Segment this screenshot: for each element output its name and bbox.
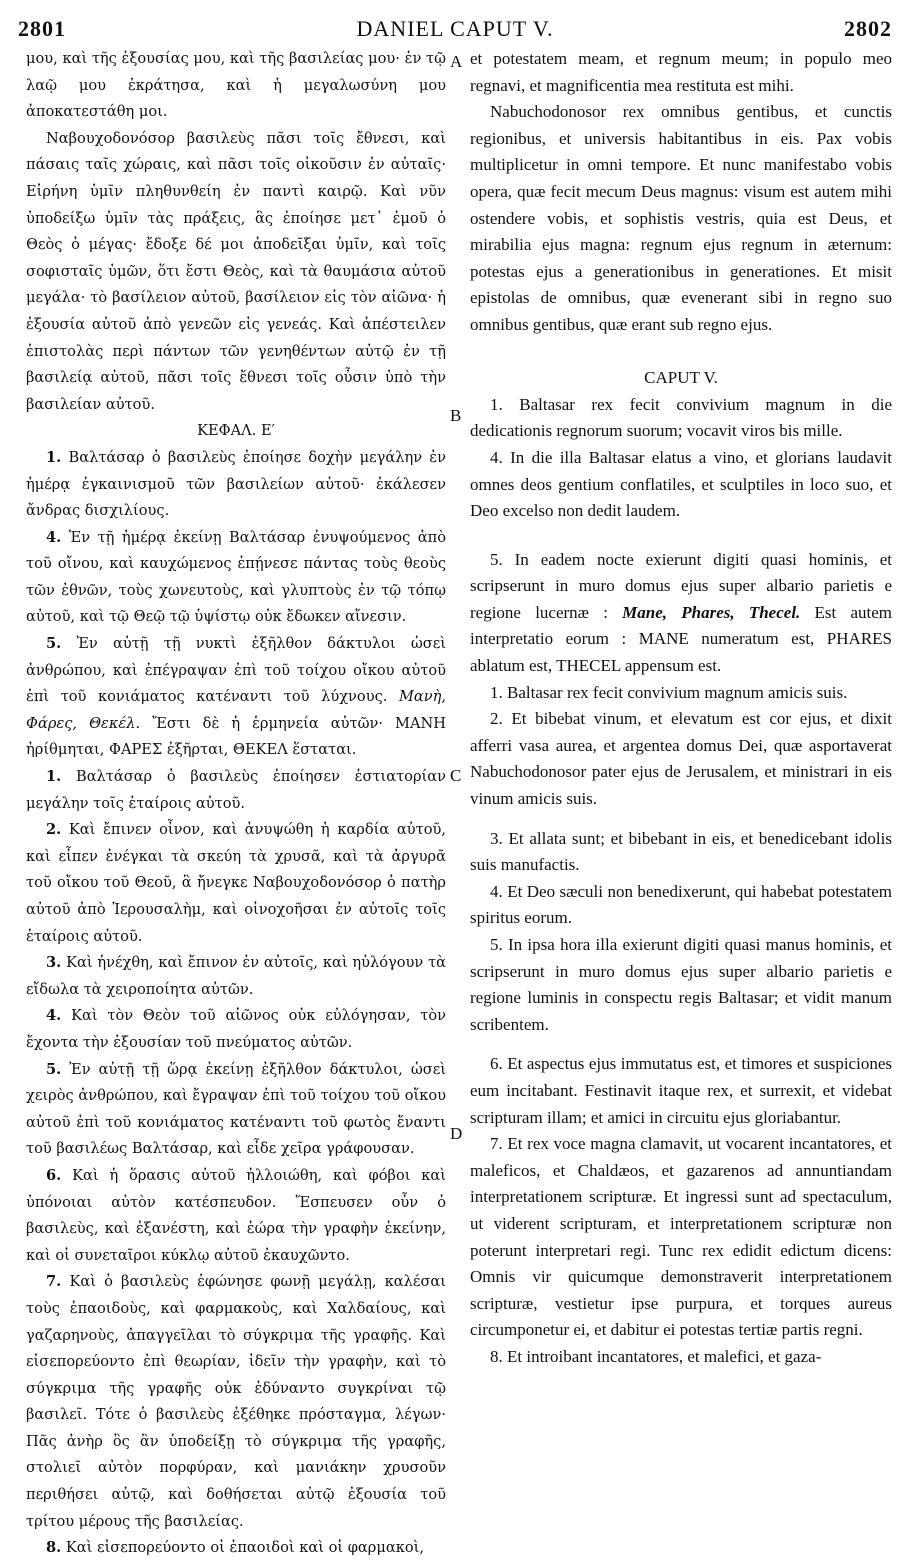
latin-verse: 1. Baltasar rex fecit convivium magnum amicis suis. (490, 682, 848, 702)
verse-number: 4. (46, 1007, 62, 1025)
page-number-right: 2802 (844, 16, 892, 41)
latin-column (470, 46, 892, 1371)
latin-verse: 4. Et Deo sæculi non benedixerunt, qui habebat potestatem spiritus eorum. (470, 881, 892, 928)
margin-letter-b: B (450, 406, 462, 425)
verse-number: 3. (46, 954, 62, 972)
greek-paragraph: μου, καὶ τῆς ἐξουσίας μου, καὶ τῆς βασιλείας μου· ἐν τῷ λαῷ μου ἐκράτησα, καὶ ἡ μεγαλωσύνη μου ἀποκατεστάθη μοι. (26, 50, 446, 121)
verse-number: 6. (46, 1166, 62, 1184)
latin-verse: 4. In die illa Baltasar elatus a vino, et glorians laudavit omnes deos gentium conflatiles, et sculptiles in loco suo, et Deo excelso non dedit laudem. (470, 447, 892, 521)
verse-text: Καὶ τὸν Θεὸν τοῦ αἰῶνος οὐκ εὐλόγησαν, τὸν ἔχοντα τὴν ἐξουσίαν τοῦ πνεύματος αὐτῶν. (26, 1007, 446, 1051)
running-header (18, 16, 892, 40)
verse-text: Est autem interpretatio eorum : MANE numeratum est, PHARES ablatum est, THECEL appensum est. (470, 602, 892, 676)
latin-verse: 1. Baltasar rex fecit convivium magnum in die dedicationis regnorum suorum; vocavit viros bis mille. (470, 394, 892, 441)
verse-text: Βαλτάσαρ ὁ βασιλεὺς ἐποίησεν ἑστιατορίαν μεγάλην τοῖς ἑταίροις αὐτοῦ. (26, 768, 446, 812)
verse-text: Καὶ εἰσεπορεύοντο οἱ ἐπαοιδοὶ καὶ οἱ φαρμακοὶ, (65, 1539, 424, 1557)
verse-number: 7. (46, 1273, 62, 1291)
greek-verse (26, 631, 446, 764)
verse-text: Ἐν αὐτῇ τῇ ὥρᾳ ἐκείνῃ ἐξῆλθον δάκτυλοι, ὡσεὶ χειρὸς ἀνθρώπου, καὶ ἔγραψαν ἐπὶ τοῦ τοίχου τοῦ οἴκου αὐτοῦ ἐπὶ τοῦ κονιάματος κατέναντι τοῦ φωτὸς ἔναντι τοῦ βασιλέως Βαλτάσαρ, καὶ εἶδε χεῖρα γράφουσαν. (26, 1060, 446, 1158)
greek-verse (26, 1003, 446, 1056)
page-number-left: 2801 (18, 16, 66, 41)
greek-verse (26, 950, 446, 1003)
verse-inscription: Mane, Phares, Thecel. (622, 602, 801, 622)
margin-letter-c: C (450, 766, 462, 785)
greek-verse (26, 445, 446, 525)
verse-number: 1. (46, 448, 62, 466)
verse-text: Καὶ ἔπινεν οἶνον, καὶ ἀνυψώθη ἡ καρδία αὐτοῦ, καὶ εἶπεν ἐνέγκαι τὰ σκεύη τὰ χρυσᾶ, καὶ τὰ ἀργυρᾶ τοῦ οἴκου τοῦ Θεοῦ, ἃ ἤνεγκε Ναβουχοδονόσορ ὁ πατὴρ αὐτοῦ ἀπὸ Ἱερουσαλὴμ, καὶ οἰνοχοῆσαι ἐν αὐτοῖς τοῖς ἑταίροις αὐτοῦ. (26, 821, 446, 945)
latin-verse: 7. Et rex voce magna clamavit, ut vocarent incantatores, et maleficos, et Chaldæos, et gazarenos ad annuntiandam interpretationem scripturæ. Et ingressi sunt ad spectaculum, ut viderent scripturam, et interpretationem scripturæ non poterunt interpretari regi. Tunc rex edidit edictum dicens: Omnis vir quicumque demonstraverit interpretationem scripturæ, vestietur ipse purpura, et torques aureus circumponetur ei, et dabitur ei potestas tertiæ partis regni. (470, 1134, 892, 1340)
verse-number: 4. (46, 528, 62, 546)
greek-verse (26, 1535, 446, 1562)
greek-column (26, 46, 446, 1562)
verse-text: Καὶ ἠνέχθη, καὶ ἔπινον ἐν αὐτοῖς, καὶ ηὐλόγουν τὰ εἴδωλα τὰ χειροποίητα αὐτῶν. (26, 954, 446, 998)
latin-verse: 5. In ipsa hora illa exierunt digiti quasi manus hominis, et scripserunt in muro domus ejus super albario parietis e regione luminis in conspectu regis Baltasar; et vidit manum scribentem. (470, 935, 892, 1034)
greek-verse (26, 817, 446, 950)
latin-verse: 2. Et bibebat vinum, et elevatum est cor ejus, et dixit afferri vasa aurea, et argentea domus Dei, quæ asportaverat Nabuchodonosor pater ejus de Jerusalem, et ministrari in eis vinum amicis suis. (470, 709, 892, 809)
latin-chapter-heading: CAPUT V. (644, 368, 718, 388)
verse-text: Καὶ ὁ βασιλεὺς ἐφώνησε φωνῇ μεγάλῃ, καλέσαι τοὺς ἐπαοιδοὺς, καὶ φαρμακοὺς, καὶ Χαλδαίους, καὶ γαζαρηνοὺς, ἀπαγγεῖλαι τὸ σύγκριμα τῆς γραφῆς. Καὶ εἰσεπορεύοντο ἐπὶ θεωρίαν, ἰδεῖν τὴν γραφὴν, καὶ τὸ σύγκριμα τῆς γραφῆς οὐκ ἐδύναντο συγκρίναι τῷ βασιλεῖ. Τότε ὁ βασιλεὺς ἐξέθηκε πρόσταγμα, λέγων· Πᾶς ἀνὴρ ὃς ἂν ὑποδείξῃ τὸ σύγκριμα τῆς γραφῆς, στολιεῖ αὐτὸν πορφύραν, καὶ μανιάκην χρυσοῦν περιθήσει αὐτῷ, καὶ δοθήσεται αὐτῷ ἐξουσία τοῦ τρίτου μέρους τῆς βασιλείας. (26, 1273, 446, 1530)
verse-text: Ἐν τῇ ἡμέρᾳ ἐκείνῃ Βαλτάσαρ ἐνυψούμενος ἀπὸ τοῦ οἴνου, καὶ καυχώμενος ἐπῄνεσε πάντας τοὺς θεοὺς τῶν ἐθνῶν, τοὺς χωνευτοὺς, καὶ γλυπτοὺς ἐν τῷ τόπῳ αὐτοῦ, καὶ τῷ Θεῷ τῷ ὑψίστῳ οὐκ ἔδωκεν αἴνεσιν. (26, 528, 446, 626)
verse-number: 2. (46, 821, 62, 839)
verse-text: Καὶ ἡ ὅρασις αὐτοῦ ἠλλοιώθη, καὶ φόβοι καὶ ὑπόνοιαι αὐτὸν κατέσπευδον. Ἔσπευσεν οὖν ὁ βασιλεὺς, καὶ ἐξανέστη, καὶ ἑώρα τὴν γραφὴν ἐκείνην, καὶ οἱ συνεταῖροι κύκλῳ αὐτοῦ ἐκαυχῶντο. (26, 1166, 446, 1264)
verse-text: Βαλτάσαρ ὁ βασιλεὺς ἐποίησε δοχὴν μεγάλην ἐν ἡμέρᾳ ἐγκαινισμοῦ τῶν βασιλείων αὐτοῦ· ἐκάλεσεν ἄνδρας δισχιλίους. (26, 448, 447, 520)
margin-letter-a: A (450, 52, 463, 71)
greek-verse (26, 764, 446, 817)
verse-text: Ἐν αὐτῇ τῇ νυκτὶ ἐξῆλθον δάκτυλοι ὡσεὶ ἀνθρώπου, καὶ ἐπέγραψαν ἐπὶ τοῦ τοίχου οἴκου αὐτοῦ ἐπὶ τοῦ κονιάματος κατέναντι τοῦ λύχνους. (26, 635, 447, 706)
verse-inscription: Μανὴ, Φάρες, Θεκέλ. (26, 688, 447, 732)
greek-verse (26, 525, 446, 631)
verse-text: 5. In eadem nocte exierunt digiti quasi hominis, et scripserunt in muro domus ejus super albario parietis e regione lucernæ : (470, 549, 892, 622)
latin-paragraph: et potestatem meam, et regnum meum; in populo meo regnavi, et magnificentia mea restituta est mihi. (470, 49, 892, 95)
latin-verse: 8. Et introibant incantatores, et malefici, et gaza- (490, 1346, 822, 1366)
running-title: DANIEL CAPUT V. (356, 16, 554, 41)
verse-number: 5. (46, 1060, 62, 1078)
verse-text: Ἔστι δὲ ἡ ἑρμηνεία αὐτῶν· ΜΑΝΗ ἠρίθμηται, ΦΑΡΕΣ ἐξῆρται, ΘΕΚΕΛ ἕσταται. (26, 714, 446, 759)
greek-verse (26, 1163, 446, 1269)
margin-letter-d: D (450, 1124, 463, 1143)
greek-verse (26, 1057, 446, 1163)
verse-number: 5. (46, 635, 62, 653)
latin-paragraph: Nabuchodonosor rex omnibus gentibus, et cunctis regionibus, et universis habitantibus in eis. Pax vobis multiplicetur in omni tempore. Et nunc manifestabo vobis opera, quæ fecit mecum Deus magnus: visum est autem mihi ostendere vobis, et sophistis vestris, quia est Deus, et mirabilia ejus magna: regnum ejus regnum in æternum: potestas ejus a generationibus in generationes. Et misit epistolas de omnibus, quæ evenerant sibi in regno suo omnibus gentibus, quæ erant sub regno ejus. (470, 102, 892, 334)
greek-paragraph: Ναβουχοδονόσορ βασιλεὺς πᾶσι τοῖς ἔθνεσι, καὶ πάσαις ταῖς χώραις, καὶ πᾶσι τοῖς οἰκοῦσιν ἐν αὐταῖς· Εἰρήνη ὑμῖν πληθυνθείη ἐν παντὶ καιρῷ. Καὶ νῦν ὑποδείξω ὑμῖν τὰς πράξεις, ἃς ἐποίησε μετ᾽ ἐμοῦ ὁ Θεὸς ὁ μέγας· ἔδοξε δέ μοι ἀποδεῖξαι ὑμῖν, καὶ τοῖς σοφισταῖς ὑμῶν, ὅτι ἔστι Θεὸς, καὶ τὰ θαυμάσια αὐτοῦ μεγάλα· τὸ βασίλειον αὐτοῦ, βασίλειον εἰς τὸν αἰῶνα· ἡ ἐξουσία αὐτοῦ ἀπὸ γενεῶν εἰς γενεάς. Καὶ ἀπέστειλεν ἐπιστολὰς περὶ πάντων τῶν γενηθέντων αὐτῷ ἐν τῇ βασιλείᾳ αὐτοῦ, πᾶσι τοῖς ἔθνεσι τοῖς οὖσιν ὑπὸ τὴν βασιλείαν αὐτοῦ. (26, 129, 446, 413)
latin-verse: 3. Et allata sunt; et bibebant in eis, et benedicebant idolis suis manufactis. (470, 828, 892, 875)
verse-number: 8. (46, 1539, 62, 1557)
greek-chapter-heading: ΚΕΦΑΛ. Ε′ (197, 422, 275, 440)
greek-verse (26, 1269, 446, 1535)
verse-number: 1. (46, 768, 62, 786)
latin-verse (470, 547, 892, 680)
latin-verse: 6. Et aspectus ejus immutatus est, et timores et suspiciones eum incitabant. Festinavit itaque rex, et surrexit, et videbat scripturam illam; et amici in circuitu ejus gloriabantur. (470, 1054, 892, 1127)
